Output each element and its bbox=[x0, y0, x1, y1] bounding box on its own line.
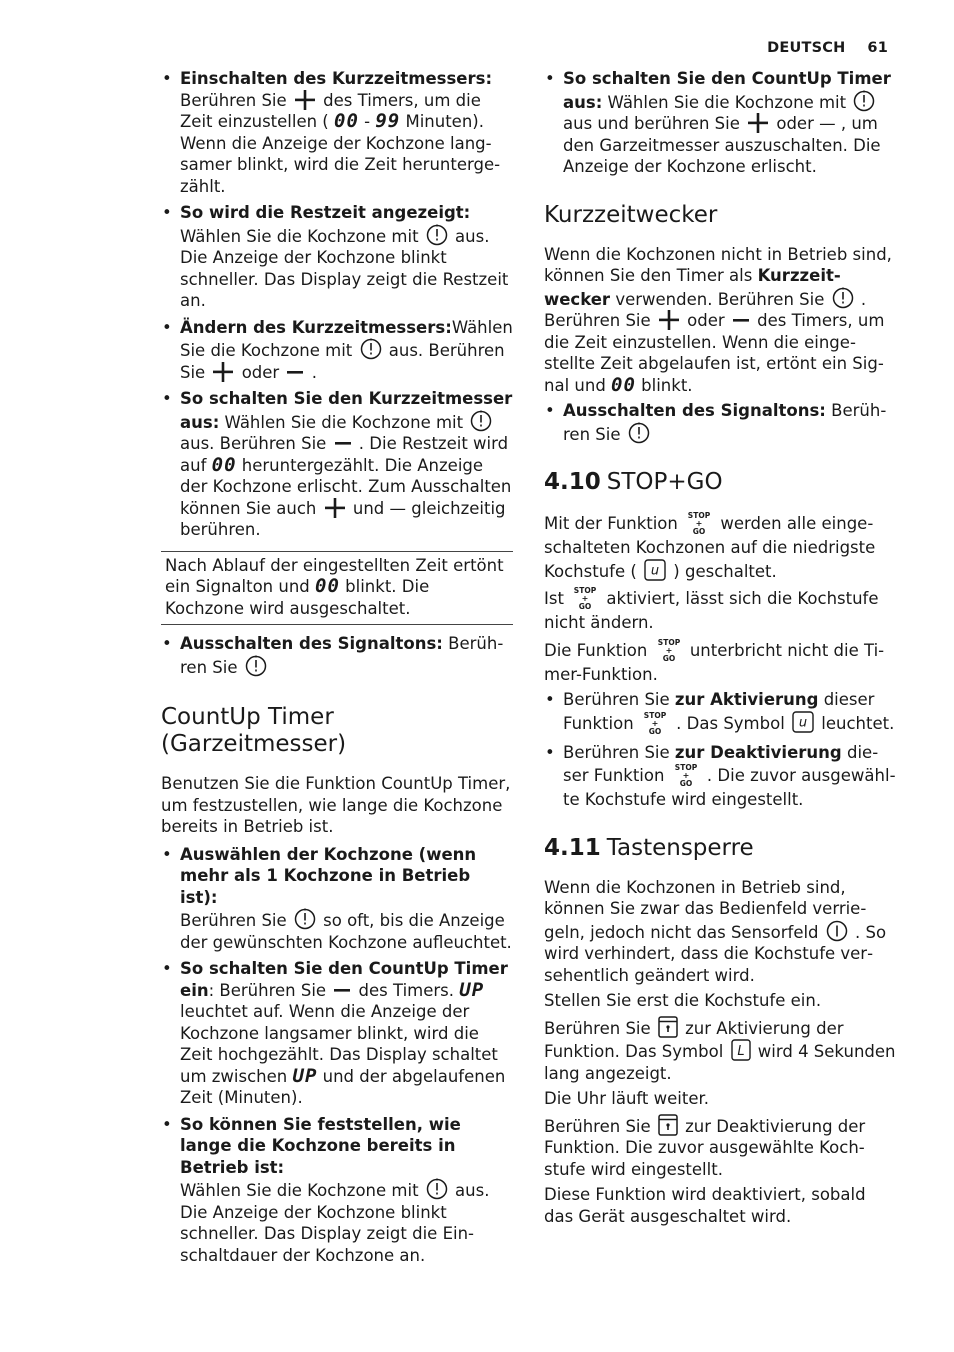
paragraph bbox=[544, 244, 896, 397]
stop-go-plus-text: + bbox=[665, 645, 672, 655]
paragraph bbox=[544, 1114, 896, 1181]
text: Wählen Sie die Kochzone mit bbox=[219, 412, 469, 432]
text: Berühren Sie bbox=[180, 90, 292, 110]
list-item bbox=[544, 68, 896, 178]
power-level-u-icon bbox=[792, 711, 814, 733]
list-item bbox=[161, 202, 513, 312]
item-title: Ausschalten des Signaltons: bbox=[563, 401, 826, 420]
minus-icon bbox=[334, 433, 352, 453]
stop-go-go-text: GO bbox=[662, 653, 675, 663]
paragraph bbox=[544, 586, 896, 634]
item-title: So schalten Sie den CountUp Timer aus: bbox=[563, 69, 891, 112]
timer-icon bbox=[832, 287, 854, 309]
section-heading-stopgo bbox=[544, 469, 896, 496]
plus-icon bbox=[658, 310, 680, 330]
stop-go-stop-text: STOP bbox=[674, 763, 697, 772]
text: Wählen Sie die Kochzone mit bbox=[180, 317, 513, 360]
section-title: Tastensperre bbox=[606, 834, 754, 861]
text: des Timers, um die Zeit einzustellen ( bbox=[180, 90, 481, 131]
plus-icon bbox=[324, 498, 346, 518]
stop-go-icon bbox=[685, 511, 713, 537]
display-digits: 00 bbox=[211, 453, 237, 476]
text: werden alle eingeschalteten Kochzonen auf die niedrigste Kochstufe ( bbox=[544, 514, 876, 581]
item-title: Ausschalten des Signaltons: bbox=[180, 634, 443, 653]
item-title: Einschalten des Kurzzeitmessers: bbox=[180, 69, 493, 88]
text: und — gleichzeitig berühren. bbox=[180, 498, 506, 539]
stop-go-go-text: GO bbox=[679, 779, 692, 788]
timer-icon bbox=[245, 655, 267, 677]
text: - bbox=[358, 112, 376, 131]
paragraph bbox=[544, 877, 896, 987]
text: zur Aktivierung der Funktion. Das Symbol bbox=[544, 1018, 844, 1061]
text: . Die Restzeit wird auf bbox=[180, 434, 509, 475]
page-number: 61 bbox=[867, 40, 888, 56]
text: dieser Funktion bbox=[563, 690, 875, 733]
text: aus. Die Anzeige der Kochzone blinkt schneller. Das Display zeigt die Restzeit an. bbox=[180, 226, 509, 310]
text: oder bbox=[236, 362, 285, 382]
text: Wenn die Kochzonen in Betrieb sind, können Sie zwar das Bedienfeld verriegeln, jedoch nicht das Sensorfeld bbox=[544, 877, 867, 942]
timer-icon bbox=[470, 410, 492, 432]
section-heading-tastensperre bbox=[544, 835, 896, 862]
timer-icon bbox=[426, 224, 448, 246]
stop-go-plus-text: + bbox=[695, 519, 703, 528]
stop-go-plus-text: + bbox=[682, 771, 690, 780]
text: des Timers, um die Zeit einzustellen. Wenn die eingestellte Zeit abgelaufen ist, ertönt ein Signal und bbox=[544, 311, 885, 395]
timer-icon bbox=[853, 90, 875, 112]
display-digits: 99 bbox=[375, 110, 401, 132]
list-item bbox=[161, 1114, 513, 1267]
list-item bbox=[161, 388, 513, 541]
stop-go-go-text: GO bbox=[648, 726, 662, 736]
text: oder — , um den Garzeitmesser auszuschalten. Die Anzeige der Kochzone erlischt. bbox=[563, 114, 881, 176]
stop-go-icon bbox=[641, 711, 669, 737]
list-item bbox=[161, 958, 513, 1109]
text: Minuten). Wenn die Anzeige der Kochzone langsamer blinkt, wird die Zeit heruntergezählt. bbox=[180, 112, 501, 196]
lock-display-l-icon bbox=[731, 1039, 751, 1061]
text: aus. Berühren Sie bbox=[180, 341, 505, 382]
text: . bbox=[306, 362, 317, 382]
display-digits: 00 bbox=[611, 373, 636, 396]
stop-go-plus-text: + bbox=[651, 718, 659, 728]
text: Berühren Sie bbox=[544, 1018, 656, 1038]
minus-icon bbox=[333, 980, 351, 1000]
page-header bbox=[767, 38, 888, 60]
item-title: Auswählen der Kochzone (wenn mehr als 1 Kochzone in Betrieb ist): bbox=[180, 844, 477, 907]
text: zur Deaktivierung der Funktion. Die zuvor ausgewählte Kochstufe wird eingestellt. bbox=[544, 1116, 866, 1179]
text: . Die zuvor ausgewählte Kochstufe wird eingestellt. bbox=[563, 766, 896, 809]
item-title: So können Sie feststellen, wie lange die Kochzone bereits in Betrieb ist: bbox=[180, 1114, 461, 1177]
text: zur Aktivierung bbox=[674, 690, 819, 709]
list-item bbox=[161, 317, 513, 384]
countup-list bbox=[161, 844, 513, 1267]
timer-icon bbox=[360, 338, 382, 360]
text: und der abgelaufenen Zeit (Minuten). bbox=[180, 1066, 506, 1107]
power-level-u-icon bbox=[644, 559, 666, 581]
section-label: DEUTSCH bbox=[767, 40, 846, 56]
stop-go-go-text: GO bbox=[578, 602, 592, 611]
text: des Timers. bbox=[353, 980, 460, 1000]
lock-display-letter: L bbox=[736, 1044, 745, 1059]
text: leuchtet auf. Wenn die Anzeige der Kochzone langsamer blinkt, wird die Zeit hochgezählt. Das Display schaltet um zwischen bbox=[180, 1002, 498, 1086]
text: aus. Die Anzeige der Kochzone blinkt schneller. Das Display zeigt die Einschaltdauer der Kochzone an. bbox=[180, 1181, 490, 1265]
list-item bbox=[544, 689, 896, 737]
text: Nach Ablauf der eingestellten Zeit ertönt ein Signalton und bbox=[165, 555, 504, 596]
stop-go-plus-text: + bbox=[581, 594, 589, 603]
list-item bbox=[161, 633, 513, 678]
lock-icon bbox=[658, 1016, 678, 1038]
on-off-icon bbox=[826, 920, 848, 942]
text: Wählen Sie die Kochzone mit bbox=[180, 1181, 424, 1200]
section-number: 4.10 bbox=[544, 469, 601, 495]
text: blinkt. bbox=[635, 375, 693, 395]
text: Wählen Sie die Kochzone mit bbox=[180, 226, 424, 246]
timer-icon bbox=[628, 422, 650, 444]
plus-icon bbox=[294, 90, 316, 110]
text: Berühren Sie bbox=[563, 742, 675, 762]
left-column bbox=[161, 68, 513, 1271]
section-number: 4.11 bbox=[544, 834, 601, 861]
timer-icon bbox=[426, 1178, 448, 1200]
timer-icon bbox=[294, 908, 316, 930]
paragraph: Benutzen Sie die Funktion CountUp Timer, um festzustellen, wie lange die Kochzone bereits in Betrieb ist. bbox=[161, 774, 511, 836]
plus-icon bbox=[747, 113, 769, 133]
text: ) geschaltet. bbox=[668, 561, 777, 581]
plus-icon bbox=[212, 362, 234, 382]
stop-go-icon bbox=[571, 586, 599, 612]
list-item bbox=[161, 844, 513, 954]
item-title: So schalten Sie den Kurzzeitmesser aus: bbox=[180, 389, 513, 432]
item-title: So schalten Sie den CountUp Timer ein bbox=[180, 959, 508, 1000]
stop-go-icon bbox=[655, 638, 683, 664]
text: . So wird verhindert, dass die Kochstufe versehentlich geändert wird. bbox=[544, 922, 887, 985]
text: oder bbox=[681, 311, 730, 330]
paragraph: Stellen Sie erst die Kochstufe ein. bbox=[544, 991, 822, 1010]
text: blinkt. Die Kochzone wird ausgeschaltet. bbox=[165, 577, 430, 618]
item-title: Ändern des Kurzzeitmessers: bbox=[180, 317, 452, 337]
item-title: So wird die Restzeit angezeigt: bbox=[180, 203, 471, 222]
text: wird 4 Sekunden lang angezeigt. bbox=[544, 1042, 896, 1083]
timer-list bbox=[161, 68, 513, 541]
display-digits: 00 bbox=[315, 575, 340, 597]
text: heruntergezählt. Die Anzeige der Kochzone erlischt. Zum Ausschalten können Sie auch bbox=[180, 455, 512, 518]
text: Berühren Sie bbox=[180, 911, 292, 930]
paragraph bbox=[544, 638, 896, 686]
text: Berühren Sie bbox=[563, 401, 887, 444]
stop-go-go-text: GO bbox=[692, 527, 706, 536]
text: dieser Funktion bbox=[563, 742, 879, 785]
text: Kurzzeitwecker bbox=[544, 266, 841, 309]
power-level-letter: u bbox=[650, 563, 660, 578]
list-item bbox=[161, 68, 513, 197]
text: . Berühren Sie bbox=[544, 289, 867, 330]
power-level-letter: u bbox=[798, 715, 808, 730]
text: aus. Berühren Sie bbox=[180, 434, 332, 453]
display-up: UP bbox=[459, 978, 485, 1001]
text: Die Funktion bbox=[544, 640, 653, 660]
stop-go-icon bbox=[672, 763, 700, 789]
signal-list bbox=[544, 400, 896, 445]
note-box bbox=[161, 551, 513, 626]
text: zur Deaktivierung bbox=[674, 742, 842, 762]
stop-go-stop-text: STOP bbox=[643, 710, 667, 720]
minus-icon bbox=[286, 362, 304, 382]
text: Berühren Sie bbox=[544, 1116, 656, 1136]
text: aus und berühren Sie bbox=[563, 114, 746, 133]
paragraph: Diese Funktion wird deaktiviert, sobald das Gerät ausgeschaltet wird. bbox=[544, 1185, 866, 1226]
signal-list bbox=[161, 633, 513, 678]
text: Wenn die Kochzonen nicht in Betrieb sind, können Sie den Timer als bbox=[544, 244, 892, 285]
right-column bbox=[544, 68, 896, 1231]
paragraph: Die Uhr läuft weiter. bbox=[544, 1089, 709, 1108]
text: Mit der Funktion bbox=[544, 514, 684, 533]
list-item bbox=[544, 400, 896, 445]
text: . Das Symbol bbox=[670, 713, 791, 733]
text: Berühren Sie bbox=[563, 690, 675, 709]
text: aktiviert, lässt sich die Kochstufe nicht ändern. bbox=[544, 589, 879, 632]
stop-go-stop-text: STOP bbox=[687, 511, 711, 520]
text: Berühren Sie bbox=[180, 634, 504, 677]
text: Wählen Sie die Kochzone mit bbox=[602, 92, 852, 112]
stopgo-list bbox=[544, 689, 896, 811]
stop-go-stop-text: STOP bbox=[657, 637, 680, 647]
minus-icon bbox=[732, 310, 750, 330]
stop-go-stop-text: STOP bbox=[573, 586, 597, 595]
text: leuchtet. bbox=[816, 713, 895, 733]
lock-icon bbox=[658, 1114, 678, 1136]
section-heading-kurzzeitwecker: Kurzzeitwecker bbox=[544, 201, 718, 228]
section-heading-countup: CountUp Timer (Garzeitmesser) bbox=[161, 704, 347, 757]
text: : Berühren Sie bbox=[208, 980, 332, 1000]
list-item bbox=[544, 742, 896, 811]
text: Ist bbox=[544, 589, 570, 608]
paragraph bbox=[544, 1016, 896, 1085]
paragraph bbox=[544, 511, 896, 582]
countup-off-list bbox=[544, 68, 896, 178]
text: verwenden. Berühren Sie bbox=[610, 289, 830, 309]
text: unterbricht nicht die Timer-Funktion. bbox=[544, 640, 885, 684]
section-title: STOP+GO bbox=[606, 469, 723, 495]
display-up: UP bbox=[292, 1064, 318, 1087]
display-digits: 00 bbox=[334, 110, 359, 132]
text: so oft, bis die Anzeige der gewünschten Kochzone aufleuchtet. bbox=[180, 911, 512, 952]
